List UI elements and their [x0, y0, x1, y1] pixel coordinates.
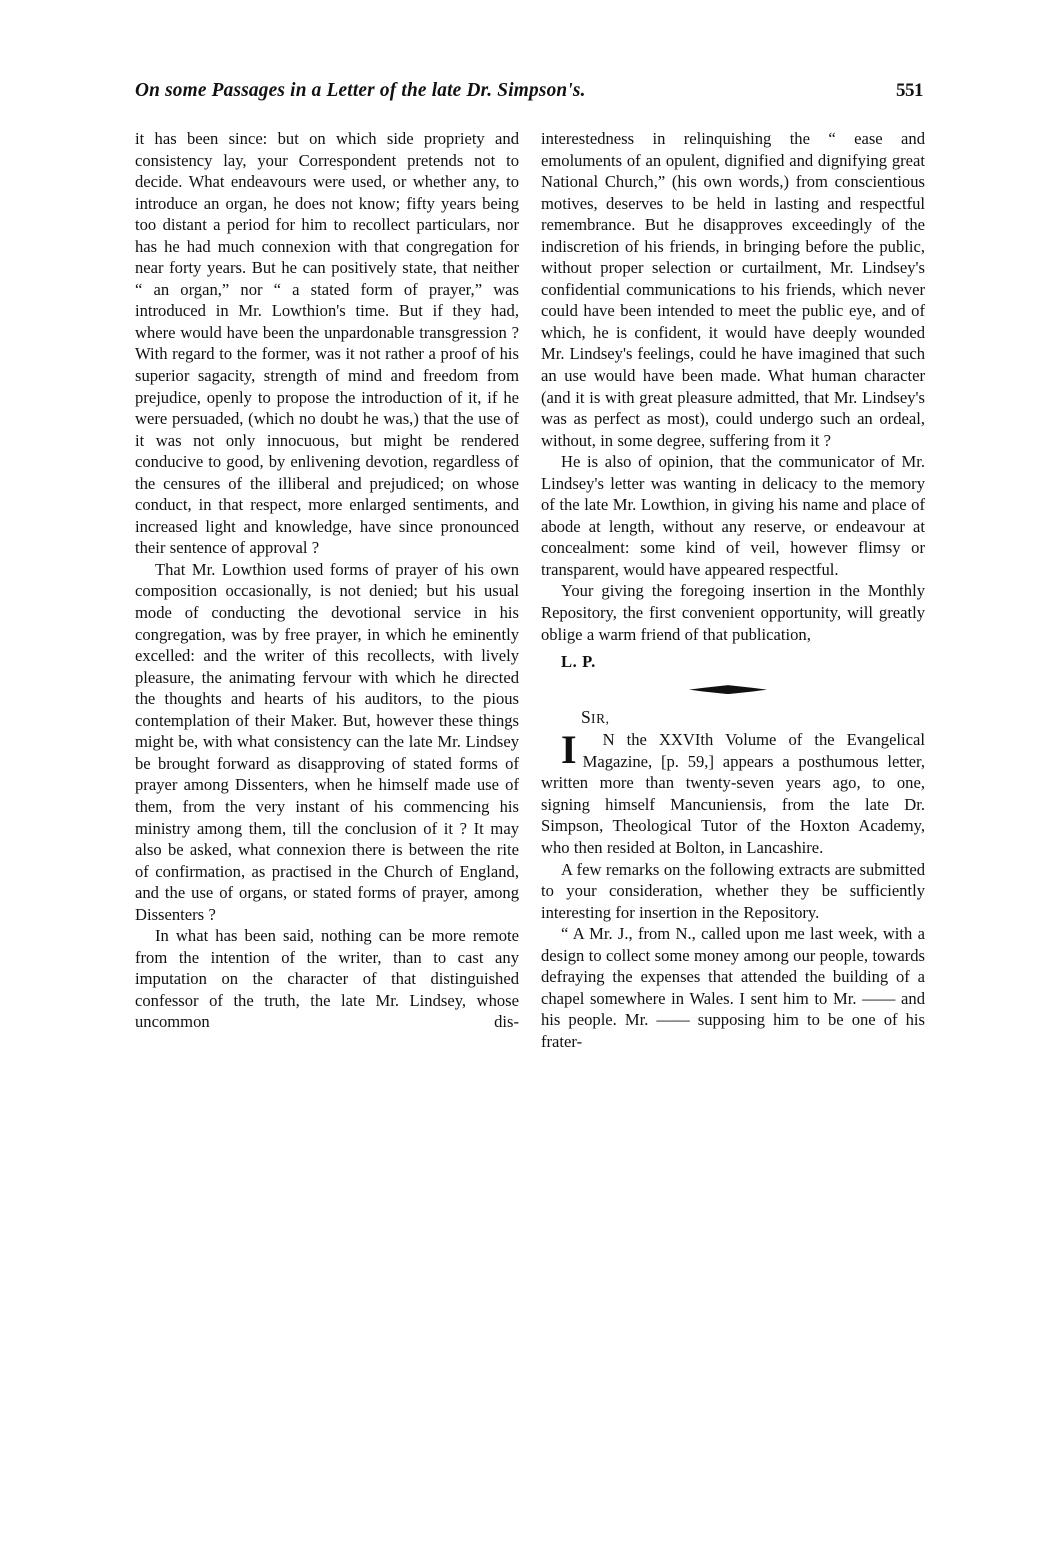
para-continuation-propriety: it has been since: but on which side propriety and consistency lay, your Correspondent pretends not to decide. What endeavours were used, or whether any, to introduce an organ, he does not know; fifty years being too distant a period for him to recollect particulars, nor has he had much connexion with that congregation for near forty years. But he can positively state, that neither “ an organ,” nor “ a stated form of prayer,” was introduced in Mr. Lowthion's time. But if they had, where would have been the unpardonable transgression ? With regard to the former, was it not rather a proof of his superior sagacity, strength of mind and freedom from prejudice, openly to propose the introduction of it, if he were persuaded, (which no doubt he was,) that the use of it was not only innocuous, but might be rendered conducive to good, by enlivening devotion, regardless of the censures of the illiberal and prejudiced; on whose conduct, in that respect, more enlarged sentiments, and increased light and knowledge, have since pronounced their sentence of approval ? — [135, 129, 519, 558]
letter-opening-line: N the XXVIth Volume of the — [602, 730, 835, 750]
para-quoted-extract: “ A Mr. J., from N., called upon me last week, with a design to collect some money among our people, towards defraying the expenses that attended the building of a chapel somewhere in Wales. I sent him to Mr. —— and his people. Mr. —— supposing him to be one of his frater- — [541, 924, 925, 1051]
section-divider — [541, 673, 925, 707]
para-your-giving-the-foregoing: Your giving the foregoing insertion in the Monthly Repository, the first convenient opportunity, will greatly oblige a warm friend of that publication, — [541, 581, 925, 644]
letter-signature: L. P. — [561, 652, 596, 672]
para-lowthion-forms-of-prayer: That Mr. Lowthion used forms of prayer of his own composition occasionally, is not denied; but his usual mode of conducting the devotional service in his congregation, was by free prayer, in which he eminently excelled: and the writer of this recollects, with lively pleasure, the animating fervour with which he directed the thoughts and hearts of his auditors, to the pious contemplation of their Maker. But, however these things might be, with what consistency can the late Mr. Lindsey be brought forward as disapproving of stated forms of prayer among Dissenters, when he himself made use of them, from the very instant of his commencing his ministry among them, till the conclusion of it ? It may also be asked, what connexion there is between the rite of confirmation, as practised in the Church of England, and the use of organs, or stated forms of prayer, among Dissenters ? — [135, 559, 519, 924]
letter-second-line: Evangelical Magazine, [p. 59,] — [582, 730, 925, 771]
running-head — [135, 80, 935, 110]
body-columns — [135, 128, 925, 1428]
page-number: 551 — [896, 80, 923, 101]
letter-body: appears a posthumous letter, written more than twenty-seven years ago, to one, signing himself Mancuniensis, from the late Dr. Simpson, Theological Tutor of the Hoxton Academy, who then resided at Bolton, in Lancashire. — [541, 751, 925, 857]
page-title: On some Passages in a Letter of the late Dr. Simpson's. — [135, 80, 586, 101]
para-continuation-interestedness: interestedness in relinquishing the “ ease and emoluments of an opulent, dignified and dignifying great National Church,” (his own words,) from conscientious motives, deserves to be held in lasting and respectful remembrance. But he disapproves exceedingly of the indiscretion of his friends, in bringing before the public, without proper selection or curtailment, Mr. Lindsey's confidential communications to his friends, which never could have been intended to meet the public eye, and of which, he is confident, it would have deeply wounded Mr. Lindsey's feelings, could he have imagined that such an use would have been made. What human character (and it is with great pleasure admitted, that Mr. Lindsey's was as perfect as most), could undergo such an ordeal, without, in some degree, suffering from it ? — [541, 129, 925, 450]
letter-opening-paragraph — [541, 729, 925, 858]
para-a-few-remarks: A few remarks on the following extracts are submitted to your consideration, whether they be sufficiently interesting for insertion in the Repository. — [541, 859, 925, 922]
para-he-is-also-of-opinion: He is also of opinion, that the communicator of Mr. Lindsey's letter was wanting in delicacy to the memory of the late Mr. Lowthion, in giving his name and place of abode at length, without any reserve, or endeavour at concealment: some kind of veil, however flimsy or transparent, would have appeared respectful. — [541, 452, 925, 579]
salutation-rest: IR, — [591, 710, 610, 726]
salutation-initial: S — [581, 706, 592, 727]
para-nothing-more-remote: In what has been said, nothing can be more remote from the intention of the writer, than to cast any imputation on the character of that distinguished confessor of the truth, the late Mr. Lindsey, whose uncommon dis- — [135, 926, 519, 1032]
drop-cap: I — [561, 727, 577, 773]
lens-ornament-icon — [689, 685, 767, 694]
left-column — [135, 128, 519, 1428]
salutation — [541, 707, 925, 730]
right-column — [541, 128, 925, 1428]
